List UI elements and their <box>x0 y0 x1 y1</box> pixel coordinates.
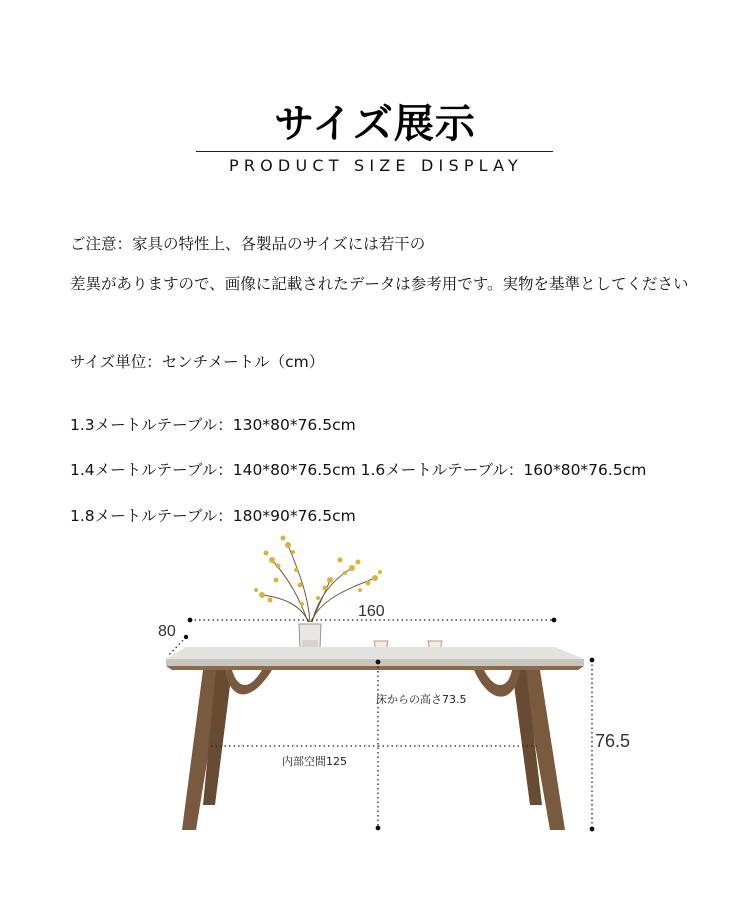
unit-line: サイズ単位：センチメートル（cm） <box>70 353 325 371</box>
underside-height-label: 床からの高さ73.5 <box>376 693 467 706</box>
page-subtitle: PRODUCT SIZE DISPLAY <box>228 156 524 175</box>
size-row-1: 1.3メートルテーブル：130*80*76.5cm <box>70 416 356 434</box>
table-legs <box>182 670 565 830</box>
page-title: サイズ展示 <box>274 101 476 147</box>
size-row-3: 1.8メートルテーブル：180*90*76.5cm <box>70 507 356 525</box>
length-label: 160 <box>358 603 385 620</box>
tabletop <box>166 647 584 670</box>
depth-label: 80 <box>158 623 176 640</box>
size-row-2: 1.4メートルテーブル：140*80*76.5cm 1.6メートルテーブル：160*80*76.5cm <box>70 461 647 479</box>
notice-line-1: ご注意：家具の特性上、各製品のサイズには若干の <box>70 235 426 253</box>
inner-space-label: 内部空間125 <box>282 755 347 768</box>
flower-vase-image <box>254 536 382 651</box>
notice-line-2: 差異がありますので、画像に記載されたデータは参考用です。実物を基準としてください <box>70 275 689 293</box>
height-label: 76.5 <box>595 731 631 751</box>
